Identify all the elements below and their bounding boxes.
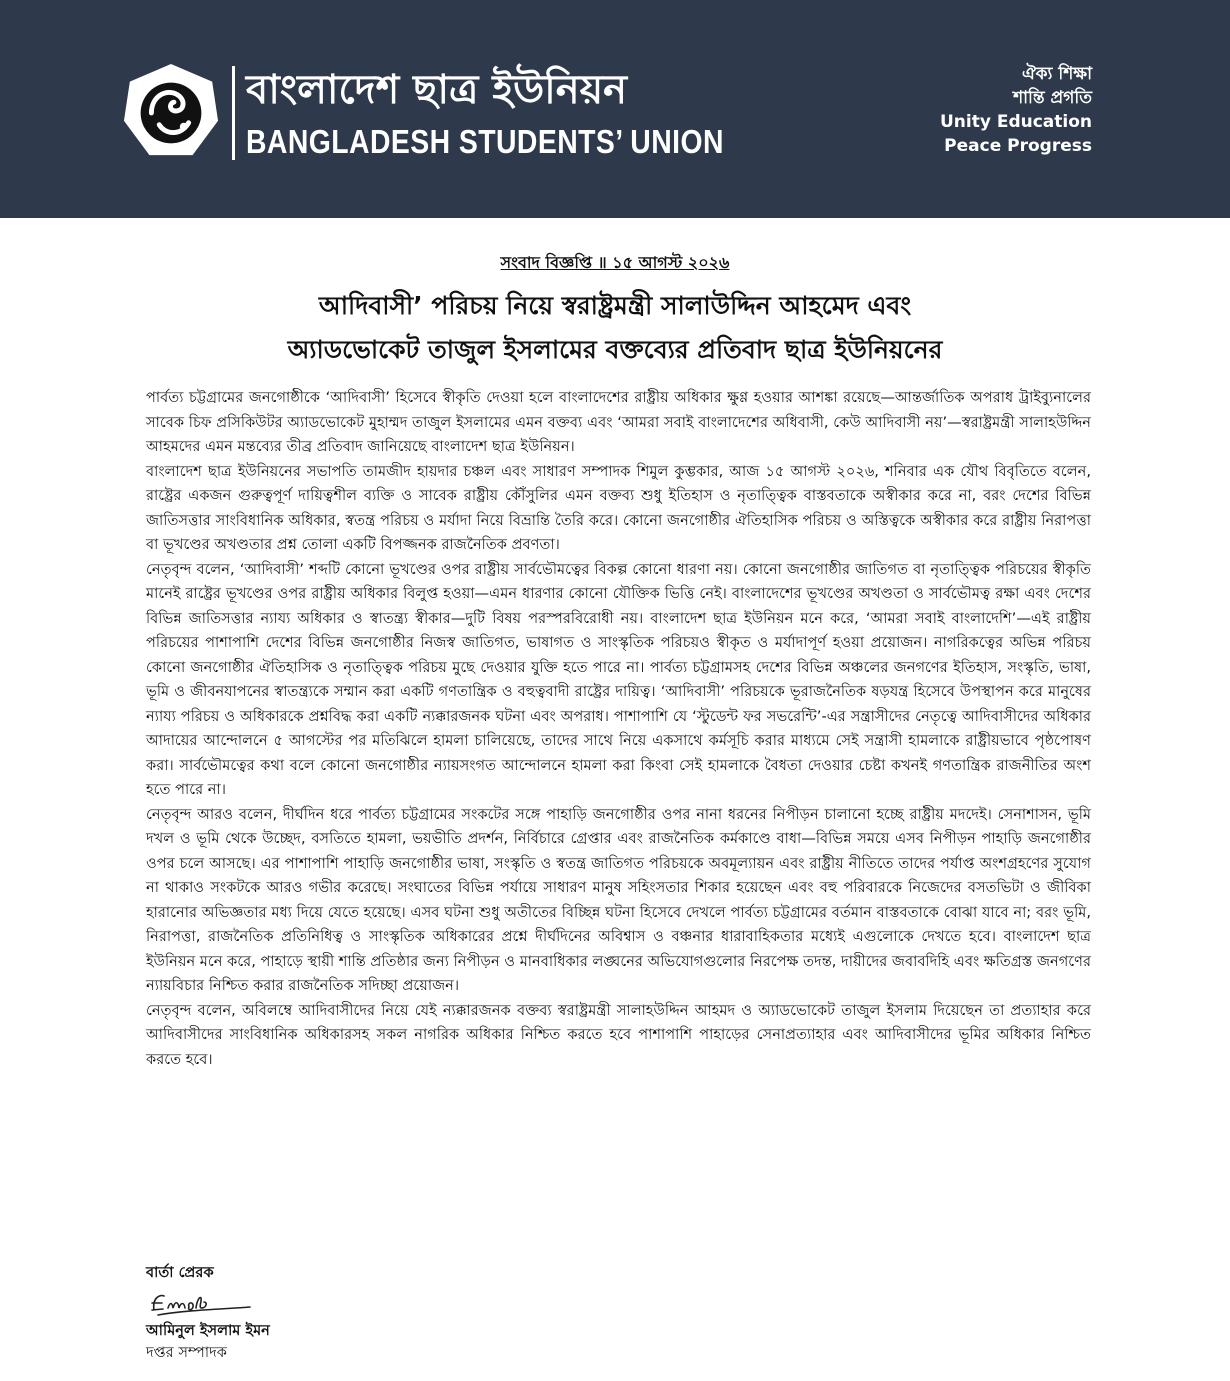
handwritten-signature xyxy=(146,1288,256,1318)
sender-label: বার্তা প্রেরক xyxy=(146,1264,214,1281)
union-logo-icon xyxy=(122,62,220,160)
press-release-headline xyxy=(0,284,1230,372)
logo-divider xyxy=(232,66,235,160)
press-release-dateline xyxy=(0,250,1230,277)
body-paragraph: নেতৃবৃন্দ বলেন, ‘আদিবাসী’ শব্দটি কোনো ভূখণ্ডের ওপর রাষ্ট্রীয় সার্বভৌমত্বের বিকল্প কোনো ধারণা নয়। কোনো জনগোষ্ঠীর জাতিগত বা নৃতাত্ত্বিক পরিচয়ের স্বীকৃতি মানেই রাষ্ট্রের ভূখণ্ডের ওপর রাষ্ট্রীয় অধিকার বিলুপ্ত হওয়া—এমন ধারণার কোনো যৌক্তিক ভিত্তি নেই। বাংলাদেশের ভূখণ্ডের অখণ্ডতা ও সার্বভৌমত্ব রক্ষা এবং দেশের বিভিন্ন জাতিসত্তার ন্যায্য অধিকার ও স্বাতন্ত্র্য স্বীকার—দুটি বিষয় পরস্পরবিরোধী নয়। বাংলাদেশ ছাত্র ইউনিয়ন মনে করে, ‘আমরা সবাই বাংলাদেশি’—এই রাষ্ট্রীয় পরিচয়ের পাশাপাশি দেশের বিভিন্ন জনগোষ্ঠীর নিজস্ব জাতিগত, ভাষাগত ও সাংস্কৃতিক পরিচয়ও স্বীকৃত ও মর্যাদাপূর্ণ হওয়া প্রয়োজন। নাগরিকত্বের অভিন্ন পরিচয় কোনো জনগোষ্ঠীর ঐতিহাসিক ও নৃতাত্ত্বিক পরিচয় মুছে দেওয়ার যুক্তি হতে পারে না। পার্বত্য চট্টগ্রামসহ দেশের বিভিন্ন অঞ্চলের জনগণের ইতিহাস, সংস্কৃতি, ভাষা, ভূমি ও জীবনযাপনের স্বাতন্ত্র্যকে সম্মান করা একটি গণতান্ত্রিক ও বহুত্ববাদী রাষ্ট্রের দায়িত্ব। ‘আদিবাসী’ পরিচয়কে ভূরাজনৈতিক ষড়যন্ত্র হিসেবে উপস্থাপন করে মানুষের ন্যায্য পরিচয় ও অধিকারকে প্রশ্নবিদ্ধ করা একটি ন্যক্কারজনক ঘটনা এবং অপরাধ। পাশাপাশি যে ‘স্টুডেন্ট ফর সভরেন্টি’-এর সন্ত্রাসীদের নেতৃত্বে আদিবাসীদের অধিকার আদায়ের আন্দোলনে ৫ আগস্টের পর মতিঝিলে হামলা চালিয়েছে, তাদের সাথে নিয়ে একসাথে কর্মসূচি করার মাধ্যমে সেই সন্ত্রাসী হামলাকে রাষ্ট্রীয়ভাবে পৃষ্ঠপোষণ করা। সার্বভৌমত্বের কথা বলে কোনো জনগোষ্ঠীর ন্যায়সংগত আন্দোলনে হামলা করা কিংবা সেই হামলাকে বৈধতা দেওয়ার চেষ্টা কখনই গণতান্ত্রিক রাজনীতির অংশ হতে পারে না। xyxy=(146,560,1091,798)
org-name-bengali: বাংলাদেশ ছাত্র ইউনিয়ন xyxy=(246,67,628,113)
signer-title: দপ্তর সম্পাদক xyxy=(146,1344,227,1361)
headline-line-2: অ্যাডভোকেট তাজুল ইসলামের বক্তব্যের প্রতিবাদ ছাত্র ইউনিয়নের xyxy=(287,335,943,364)
signer-name: আমিনুল ইসলাম ইমন xyxy=(146,1322,270,1339)
org-name-english: BANGLADESH STUDENTS’ UNION xyxy=(246,123,724,160)
body-paragraph: নেতৃবৃন্দ বলেন, অবিলম্বে আদিবাসীদের নিয়ে যেই ন্যক্কারজনক বক্তব্য স্বরাষ্ট্রমন্ত্রী সালাহউদ্দিন আহমদ ও অ্যাডভোকেট তাজুল ইসলাম দিয়েছেন তা প্রত্যাহার করে আদিবাসীদের সাংবিধানিক অধিকারসহ সকল নাগরিক অধিকার নিশ্চিত করতে হবে পাশাপাশি পাহাড়ের সেনাপ্রত্যাহার এবং আদিবাসীদের ভূমির অধিকার নিশ্চিত করতে হবে। xyxy=(146,1001,1091,1068)
slogan-block xyxy=(940,62,1092,158)
dateline-text: সংবাদ বিজ্ঞপ্তি ॥ ১৫ আগস্ট ২০২৬ xyxy=(500,253,730,272)
body-paragraph: পার্বত্য চট্টগ্রামের জনগোষ্ঠীকে ‘আদিবাসী’ হিসেবে স্বীকৃতি দেওয়া হলে বাংলাদেশের রাষ্ট্রীয় অধিকার ক্ষুণ্ণ হওয়ার আশঙ্কা রয়েছে—আন্তর্জাতিক অপরাধ ট্রাইব্যুনালের সাবেক চিফ প্রসিকিউটর অ্যাডভোকেট মুহাম্মদ তাজুল ইসলামের এমন বক্তব্য এবং ‘আমরা সবাই বাংলাদেশের অধিবাসী, কেউ আদিবাসী নয়’—স্বরাষ্ট্রমন্ত্রী সালাহউদ্দিন আহমদের এমন মন্তব্যের তীব্র প্রতিবাদ জানিয়েছে বাংলাদেশ ছাত্র ইউনিয়ন। xyxy=(146,389,1091,455)
letterhead-banner xyxy=(0,0,1230,218)
headline-line-1: আদিবাসী’ পরিচয় নিয়ে স্বরাষ্ট্রমন্ত্রী সালাউদ্দিন আহমেদ এবং xyxy=(318,291,912,320)
body-paragraph: নেতৃবৃন্দ আরও বলেন, দীর্ঘদিন ধরে পার্বত্য চট্টগ্রামের সংকটের সঙ্গে পাহাড়ি জনগোষ্ঠীর ওপর নানা ধরনের নিপীড়ন চালানো হচ্ছে রাষ্ট্রীয় মদদেই। সেনাশাসন, ভূমি দখল ও ভূমি থেকে উচ্ছেদ, বসতিতে হামলা, ভয়ভীতি প্রদর্শন, নির্বিচারে গ্রেপ্তার এবং রাজনৈতিক কর্মকাণ্ডে বাধা—বিভিন্ন সময়ে এসব নিপীড়ন পাহাড়ি জনগোষ্ঠীর ওপর চলে আসছে। এর পাশাপাশি পাহাড়ি জনগোষ্ঠীর ভাষা, সংস্কৃতি ও স্বতন্ত্র জাতিগত পরিচয়কে অবমূল্যায়ন এবং রাষ্ট্রীয় নীতিতে তাদের পর্যাপ্ত অংশগ্রহণের সুযোগ না থাকাও সংকটকে আরও গভীর করেছে। সংঘাতের বিভিন্ন পর্যায়ে সাধারণ মানুষ সহিংসতার শিকার হয়েছেন এবং বহু পরিবারকে নিজেদের বসতভিটা ও জীবিকা হারানোর অভিজ্ঞতার মধ্য দিয়ে যেতে হয়েছে। এসব ঘটনা শুধু অতীতের বিচ্ছিন্ন ঘটনা হিসেবে দেখলে পার্বত্য চট্টগ্রামের বর্তমান বাস্তবতাকে বোঝা যাবে না; বরং ভূমি, নিরাপত্তা, রাজনৈতিক প্রতিনিধিত্ব ও সাংস্কৃতিক অধিকারের প্রশ্নে দীর্ঘদিনের অবিশ্বাস ও বঞ্চনার ধারাবাহিকতার মধ্যেই এগুলোকে দেখতে হবে। বাংলাদেশ ছাত্র ইউনিয়ন মনে করে, পাহাড়ে স্থায়ী শান্তি প্রতিষ্ঠার জন্য নিপীড়ন ও মানবাধিকার লঙ্ঘনের অভিযোগগুলোর নিরপেক্ষ তদন্ত, দায়ীদের জবাবদিহি এবং ক্ষতিগ্রস্ত জনগণের ন্যায়বিচার নিশ্চিত করার রাজনৈতিক সদিচ্ছা প্রয়োজন। xyxy=(146,805,1091,994)
slogan-line: Unity Education xyxy=(939,112,1092,132)
slogan-line: শান্তি প্রগতি xyxy=(1013,88,1092,108)
slogan-line: Peace Progress xyxy=(944,136,1092,156)
signoff-block xyxy=(146,1262,270,1364)
press-release-body xyxy=(146,386,1091,1072)
slogan-line: ঐক্য শিক্ষা xyxy=(1021,64,1092,84)
body-paragraph: বাংলাদেশ ছাত্র ইউনিয়নের সভাপতি তামজীদ হায়দার চঞ্চল এবং সাধারণ সম্পাদক শিমুল কুম্ভকার, আজ ১৫ আগস্ট ২০২৬, শনিবার এক যৌথ বিবৃতিতে বলেন, রাষ্ট্রের একজন গুরুত্বপূর্ণ দায়িত্বশীল ব্যক্তি ও সাবেক রাষ্ট্রীয় কৌঁসুলির এমন বক্তব্য শুধু ইতিহাস ও নৃতাত্ত্বিক বাস্তবতাকে অস্বীকার করে না, বরং দেশের বিভিন্ন জাতিসত্তার সাংবিধানিক অধিকার, স্বতন্ত্র পরিচয় ও মর্যাদা নিয়ে বিভ্রান্তি তৈরি করে। কোনো জনগোষ্ঠীর ঐতিহাসিক পরিচয় ও অস্তিত্বকে অস্বীকার করে রাষ্ট্রীয় নিরাপত্তা বা ভূখণ্ডের অখণ্ডতার প্রশ্ন তোলা একটি বিপজ্জনক রাজনৈতিক প্রবণতা। xyxy=(146,462,1091,553)
